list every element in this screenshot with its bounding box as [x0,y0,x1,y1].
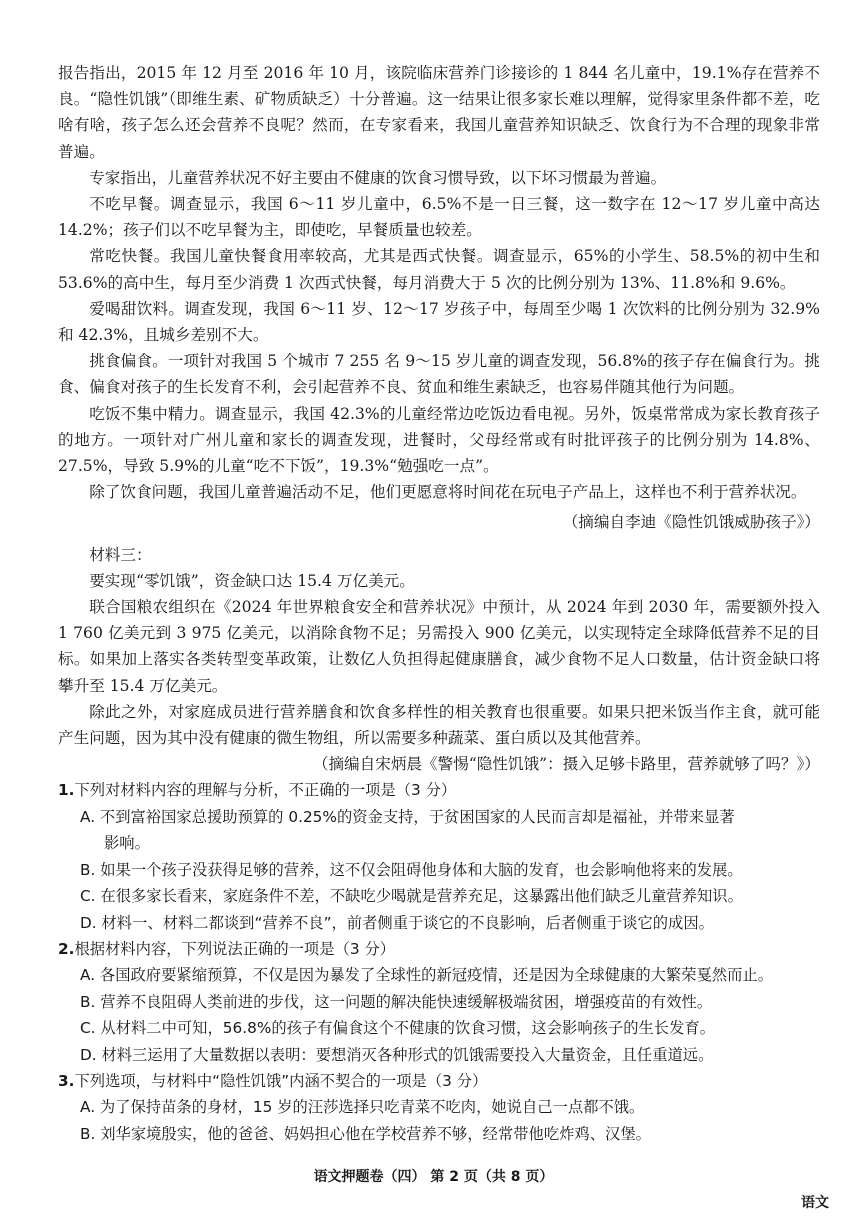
question-stem: 下列选项，与材料中“隐性饥饿”内涵不契合的一项是（3 分） [74,1071,488,1090]
question-2-option-b: B. 营养不良阻碍人类前进的步伐，这一问题的解决能快速缓解极端贫困，增强疫苗的有效性。 [80,992,713,1011]
question-3-option-a: A. 为了保持苗条的身材，15 岁的汪莎选择只吃青菜不吃肉，她说自己一点都不饿。 [80,1098,645,1117]
question-3-option-b: B. 刘华家境殷实，他的爸爸、妈妈担心他在学校营养不够，经常带他吃炸鸡、汉堡。 [80,1124,651,1143]
question-1-option-b: B. 如果一个孩子没获得足够的营养，这不仅会阻碍他身体和大脑的发育，也会影响他将来的发展。 [80,860,743,879]
material3-attribution: （摘编自宋炳晨《警惕“隐性饥饿”：摄入足够卡路里，营养就够了吗？》） [312,755,820,774]
question-2-option-a: A. 各国政府要紧缩预算，不仅是因为暴发了全球性的新冠疫情，还是因为全球健康的大繁荣戛然而止。 [80,966,773,985]
passage-paragraph: 报告指出，2015 年 12 月至 2016 年 10 月，该院临床营养门诊接诊的 1 844 名儿童中，19.1%存在营养不良。“隐性饥饿”（即维生素、矿物质缺乏）十分普遍。这一结果让很多家长难以理解，觉得家里条件都不差，吃啥有啥，孩子怎么还会营养不良呢？然而，在专家看来，我国儿童营养知识缺乏、饮食行为不合理的现象非常普遍。 [58,64,820,161]
passage-paragraph: 常吃快餐。我国儿童快餐食用率较高，尤其是西式快餐。调查显示，65%的小学生、58.5%的初中生和 53.6%的高中生，每月至少消费 1 次西式快餐，每月消费大于 5 次的比例分别为 13%、11.8%和 9.6%。 [58,247,820,292]
question-2-option-d: D. 材料三运用了大量数据以表明：要想消灭各种形式的饥饿需要投入大量资金，且任重道远。 [80,1045,714,1064]
material3-title: 材料三： [89,545,152,564]
passage-paragraph: 不吃早餐。调查显示，我国 6～11 岁儿童中，6.5%不是一日三餐，这一数字在 12～17 岁儿童中高达 14.2%；孩子们以不吃早餐为主，即使吃，早餐质量也较差。 [58,195,820,240]
material3-paragraph: 联合国粮农组织在《2024 年世界粮食安全和营养状况》中预计，从 2024 年到 2030 年，需要额外投入 1 760 亿美元到 3 975 亿美元，以消除食物不足；另需投入 900 亿美元，以实现特定全球降低营养不足的目标。如果加上落实各类转型变革政策，让数亿人负担得起健康膳食，减少食物不足人口数量，估计资金缺口将攀升至 15.4 万亿美元。 [58,598,820,695]
question-1 [58,777,820,803]
passage-paragraph: 吃饭不集中精力。调查显示，我国 42.3%的儿童经常边吃饭边看电视。另外，饭桌常常成为家长教育孩子的地方。一项针对广州儿童和家长的调查发现，进餐时，父母经常或有时批评孩子的比例分别为 14.8%、27.5%，导致 5.9%的儿童“吃不下饭”，19.3%“勉强吃一点”。 [58,404,820,476]
question-1-option-a: A. 不到富裕国家总援助预算的 0.25%的资金支持，于贫困国家的人民而言却是福祉，并带来显著 [80,807,735,826]
material3-paragraph: 除此之外，对家庭成员进行营养膳食和饮食多样性的相关教育也很重要。如果只把米饭当作主食，就可能产生问题，因为其中没有健康的微生物组，所以需要多种蔬菜、蛋白质以及其他营养。 [58,702,820,748]
question-stem: 根据材料内容，下列说法正确的一项是（3 分） [74,939,396,958]
question-number: 2. [58,939,75,958]
passage-paragraph: 爱喝甜饮料。调查发现，我国 6～11 岁、12～17 岁孩子中，每周至少喝 1 次饮料的比例分别为 32.9%和 42.3%，且城乡差别不大。 [58,299,820,345]
question-1-option-c: C. 在很多家长看来，家庭条件不差，不缺吃少喝就是营养充足，这暴露出他们缺乏儿童营养知识。 [80,887,743,906]
question-1-option-a-continued: 影响。 [104,834,150,853]
passage-paragraph: 除了饮食问题，我国儿童普遍活动不足，他们更愿意将时间花在玩电子产品上，这样也不利于营养状况。 [89,483,807,502]
page-footer: 语文押题卷（四） 第 2 页（共 8 页） [313,1169,554,1185]
question-2-option-c: C. 从材料二中可知，56.8%的孩子有偏食这个不健康的饮食习惯，这会影响孩子的生长发育。 [80,1019,715,1038]
question-number: 3. [58,1071,75,1090]
subject-corner-label: 语文 [801,1195,829,1211]
question-2 [58,936,820,962]
question-number: 1. [58,781,75,800]
question-stem: 下列对材料内容的理解与分析，不正确的一项是（3 分） [74,781,457,800]
document-page [58,60,820,1147]
material3-paragraph: 要实现“零饥饿”，资金缺口达 15.4 万亿美元。 [89,571,415,590]
passage-attribution: （摘编自李迪《隐性饥饿威胁孩子》） [562,513,820,532]
passage-paragraph: 专家指出，儿童营养状况不好主要由不健康的饮食习惯导致，以下坏习惯最为普遍。 [89,168,667,187]
passage-paragraph: 挑食偏食。一项针对我国 5 个城市 7 255 名 9～15 岁儿童的调查发现，56.8%的孩子存在偏食行为。挑食、偏食对孩子的生长发育不利，会引起营养不良、贫血和维生素缺乏，也容易伴随其他行为问题。 [58,352,820,397]
question-3 [58,1068,820,1094]
question-1-option-d: D. 材料一、材料二都谈到“营养不良”，前者侧重于谈它的不良影响，后者侧重于谈它的成因。 [80,913,714,932]
